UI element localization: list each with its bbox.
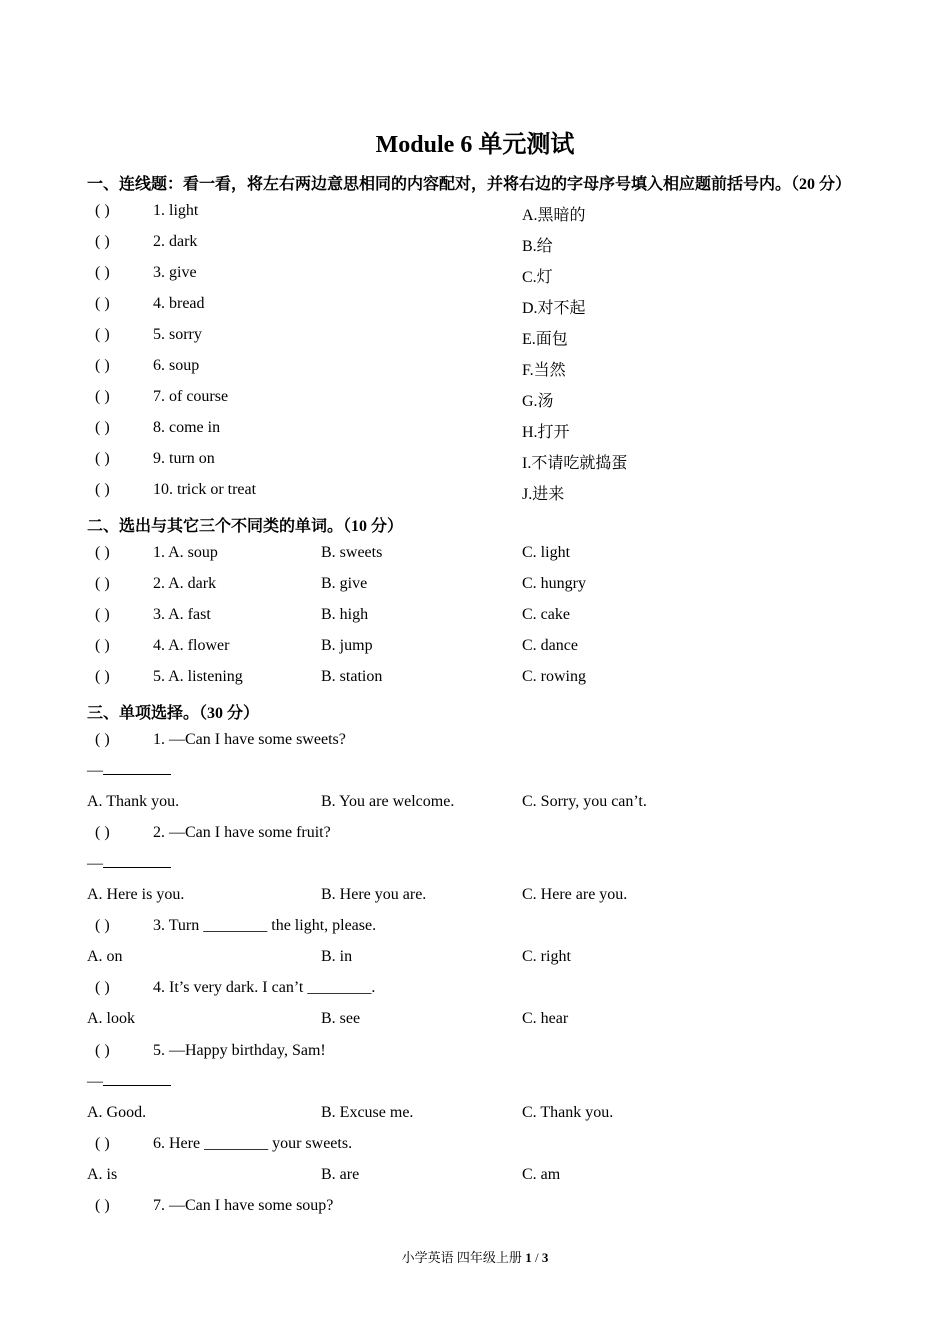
answer-bracket[interactable]: ( ) (95, 419, 110, 436)
option-b: B. Here you are. (321, 886, 427, 903)
match-word: 6. soup (153, 357, 200, 374)
choice-row (87, 886, 887, 908)
answer-bracket[interactable]: ( ) (95, 1197, 110, 1214)
answer-bracket[interactable]: ( ) (95, 388, 110, 405)
reply-blank[interactable] (87, 762, 171, 780)
match-row (87, 388, 887, 410)
match-option: J.进来 (522, 486, 565, 503)
odd-one-out-row (87, 637, 887, 659)
reply-dash: — (87, 762, 103, 779)
question-row (87, 824, 887, 846)
choice-row (87, 948, 887, 970)
match-row (87, 264, 887, 286)
match-row (87, 202, 887, 224)
question-row (87, 731, 887, 753)
answer-bracket[interactable]: ( ) (95, 264, 110, 281)
option-b: B. station (321, 668, 383, 685)
option-a: A. is (87, 1166, 118, 1183)
page-footer (0, 1247, 950, 1266)
question-row (87, 1197, 887, 1219)
option-c: C. light (522, 544, 571, 561)
section2-heading: 二、选出与其它三个不同类的单词。（10 分） (87, 518, 404, 535)
option-a: A. Good. (87, 1104, 147, 1121)
option-a: A. on (87, 948, 123, 965)
match-word: 10. trick or treat (153, 481, 257, 498)
answer-bracket[interactable]: ( ) (95, 606, 110, 623)
match-word: 7. of course (153, 388, 229, 405)
option-c: C. right (522, 948, 571, 965)
match-word: 8. come in (153, 419, 221, 436)
option-a: 5. A. listening (153, 668, 243, 685)
option-b: B. high (321, 606, 369, 623)
option-a: A. Thank you. (87, 793, 180, 810)
option-b: B. give (321, 575, 368, 592)
option-c: C. Sorry, you can’t. (522, 793, 647, 810)
option-c: C. Thank you. (522, 1104, 614, 1121)
question-row (87, 917, 887, 939)
match-row (87, 233, 887, 255)
match-row (87, 295, 887, 317)
odd-one-out-row (87, 544, 887, 566)
match-row (87, 419, 887, 441)
option-b: B. are (321, 1166, 360, 1183)
option-c: C. Here are you. (522, 886, 628, 903)
section3-heading: 三、单项选择。（30 分） (87, 705, 260, 722)
choice-row (87, 1010, 887, 1032)
answer-bracket[interactable]: ( ) (95, 295, 110, 312)
reply-dash: — (87, 855, 103, 872)
odd-one-out-row (87, 606, 887, 628)
question-text: 4. It’s very dark. I can’t ________. (153, 979, 376, 996)
choice-row (87, 793, 887, 815)
option-a: 3. A. fast (153, 606, 211, 623)
page-title: Module 6 单元测试 (375, 132, 575, 158)
match-option: E.面包 (522, 331, 568, 348)
option-c: C. am (522, 1166, 561, 1183)
option-c: C. hear (522, 1010, 569, 1027)
section1-heading: 一、连线题：看一看，将左右两边意思相同的内容配对，并将右边的字母序号填入相应题前括号内。（20 分） (87, 176, 852, 193)
question-text: 3. Turn ________ the light, please. (153, 917, 377, 934)
answer-bracket[interactable]: ( ) (95, 450, 110, 467)
option-b: B. sweets (321, 544, 383, 561)
match-option: F.当然 (522, 362, 566, 379)
option-c: C. cake (522, 606, 570, 623)
blank-underline (103, 855, 171, 868)
page-total: 3 (541, 1250, 549, 1265)
match-option: H.打开 (522, 424, 570, 441)
answer-bracket[interactable]: ( ) (95, 979, 110, 996)
answer-bracket[interactable]: ( ) (95, 668, 110, 685)
answer-bracket[interactable]: ( ) (95, 917, 110, 934)
answer-bracket[interactable]: ( ) (95, 481, 110, 498)
question-row (87, 1135, 887, 1157)
answer-bracket[interactable]: ( ) (95, 1042, 110, 1059)
answer-bracket[interactable]: ( ) (95, 575, 110, 592)
match-option: A.黑暗的 (522, 207, 586, 224)
match-word: 4. bread (153, 295, 205, 312)
answer-bracket[interactable]: ( ) (95, 233, 110, 250)
reply-dash: — (87, 1073, 103, 1090)
option-b: B. jump (321, 637, 373, 654)
option-c: C. dance (522, 637, 578, 654)
option-a: A. Here is you. (87, 886, 185, 903)
question-text: 1. —Can I have some sweets? (153, 731, 346, 748)
reply-blank[interactable] (87, 855, 171, 873)
option-a: 2. A. dark (153, 575, 217, 592)
option-a: 1. A. soup (153, 544, 218, 561)
match-row (87, 450, 887, 472)
answer-bracket[interactable]: ( ) (95, 731, 110, 748)
match-row (87, 481, 887, 503)
page-separator: / (531, 1250, 542, 1265)
match-option: D.对不起 (522, 300, 586, 317)
match-option: C.灯 (522, 269, 553, 286)
blank-underline (103, 762, 171, 775)
answer-bracket[interactable]: ( ) (95, 544, 110, 561)
match-row (87, 326, 887, 348)
question-text: 5. —Happy birthday, Sam! (153, 1042, 326, 1059)
answer-bracket[interactable]: ( ) (95, 202, 110, 219)
answer-bracket[interactable]: ( ) (95, 326, 110, 343)
match-option: I.不请吃就捣蛋 (522, 455, 628, 472)
odd-one-out-row (87, 575, 887, 597)
question-text: 7. —Can I have some soup? (153, 1197, 334, 1214)
option-c: C. hungry (522, 575, 586, 592)
answer-bracket[interactable]: ( ) (95, 637, 110, 654)
match-word: 1. light (153, 202, 199, 219)
question-row (87, 1042, 887, 1064)
question-text: 2. —Can I have some fruit? (153, 824, 331, 841)
match-row (87, 357, 887, 379)
odd-one-out-row (87, 668, 887, 690)
choice-row (87, 1104, 887, 1126)
option-b: B. see (321, 1010, 361, 1027)
option-b: B. in (321, 948, 353, 965)
blank-underline (103, 1073, 171, 1086)
question-row (87, 979, 887, 1001)
match-word: 3. give (153, 264, 197, 281)
answer-bracket[interactable]: ( ) (95, 357, 110, 374)
option-b: B. You are welcome. (321, 793, 455, 810)
question-text: 6. Here ________ your sweets. (153, 1135, 353, 1152)
footer-subject: 小学英语 四年级上册 (401, 1250, 526, 1265)
option-a: 4. A. flower (153, 637, 230, 654)
answer-bracket[interactable]: ( ) (95, 824, 110, 841)
answer-bracket[interactable]: ( ) (95, 1135, 110, 1152)
page-number: 1 (525, 1250, 532, 1265)
option-b: B. Excuse me. (321, 1104, 414, 1121)
option-a: A. look (87, 1010, 135, 1027)
match-option: G.汤 (522, 393, 554, 410)
reply-blank[interactable] (87, 1073, 171, 1091)
match-word: 5. sorry (153, 326, 202, 343)
match-word: 2. dark (153, 233, 198, 250)
match-option: B.给 (522, 238, 553, 255)
option-c: C. rowing (522, 668, 586, 685)
choice-row (87, 1166, 887, 1188)
match-word: 9. turn on (153, 450, 215, 467)
